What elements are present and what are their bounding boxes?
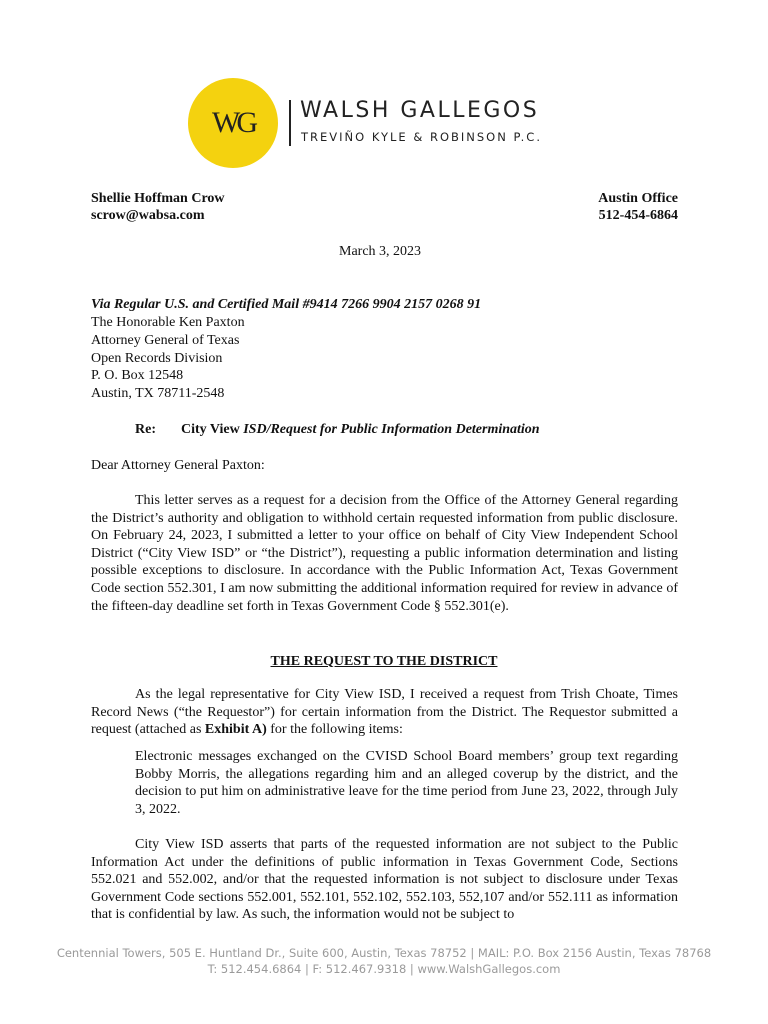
exhibit-reference: Exhibit A): [204, 722, 267, 738]
logo-divider: [289, 100, 291, 146]
recipient-line: The Honorable Ken Paxton: [91, 315, 245, 330]
paragraph-text: This letter serves as a request for a decision from the Office of the Attorney General regarding the District’s authority and obligation to withhold certain requested information from public disclosure. On February 24, 2023, I submitted a letter to your office on behalf of City View Independent School District (“City View ISD” or “the District”), requesting a public information determination and listing possible exceptions to disclosure. In accordance with the Public Information Act, Texas Government Code section 552.301, I am now submitting the additional information required for review in advance of the fifteen-day deadline set forth in Texas Government Code § 552.301(e).: [91, 493, 678, 614]
recipient-line: Attorney General of Texas: [91, 333, 240, 348]
section-heading: THE REQUEST TO THE DISTRICT: [270, 654, 498, 669]
logo-monogram: WG: [212, 106, 254, 139]
recipient-line: Open Records Division: [91, 351, 223, 366]
sender-email: scrow@wabsa.com: [91, 208, 205, 223]
office-name: Austin Office: [598, 191, 678, 206]
body-paragraph: [91, 836, 678, 924]
quoted-request: Electronic messages exchanged on the CVISD School Board members’ group text regarding Bobby Morris, the allegations regarding him and an alleged coverup by the district, and the decision to put him on administrative leave for the time period from June 23, 2022, through July 3, 2022.: [135, 749, 678, 817]
re-subject: [181, 421, 540, 438]
paragraph-text: for the following items:: [266, 722, 403, 738]
re-label: Re:: [135, 422, 156, 437]
re-subject-italic: ISD/Request for Public Information Determination: [243, 422, 540, 437]
paragraph-text: City View ISD asserts that parts of the requested information are not subject to the Public Information Act under the definitions of public information in Texas Government Code, Sections 552.021 and 552.002, and/or that the requested information is not subject to disclosure under Texas Government Code sections 552.001, 552.101, 552.102, 552.103, 552,107 and/or 552.111 as information that is confidential by law. As such, the information would not be subject to: [91, 837, 678, 923]
re-subject-plain: City View: [181, 422, 244, 437]
sender-name: Shellie Hoffman Crow: [91, 191, 225, 206]
paragraph-text: As the legal representative for City View ISD, I received a request from Trish Choate, Times Record News (“the Requestor”) for certain information from the District. The Requestor submitted a request (attached as: [91, 687, 678, 738]
footer-address: Centennial Towers, 505 E. Huntland Dr., Suite 600, Austin, Texas 78752 | MAIL: P.O. Box 2156 Austin, Texas 78768: [56, 946, 712, 960]
recipient-line: P. O. Box 12548: [91, 368, 184, 383]
office-phone: 512-454-6864: [598, 208, 678, 223]
firm-name: WALSH GALLEGOS: [300, 98, 540, 123]
firm-logo: [188, 78, 278, 168]
body-paragraph: [91, 686, 678, 739]
recipient-line: Austin, TX 78711-2548: [91, 386, 225, 401]
body-paragraph: [91, 492, 678, 615]
delivery-method: Via Regular U.S. and Certified Mail #9414 7266 9904 2157 0268 91: [91, 297, 482, 312]
footer-contact: T: 512.454.6864 | F: 512.467.9318 | www.WalshGallegos.com: [207, 962, 561, 976]
letter-date: March 3, 2023: [339, 244, 422, 259]
firm-subtitle: TREVIÑO KYLE & ROBINSON P.C.: [301, 130, 542, 144]
salutation: Dear Attorney General Paxton:: [91, 458, 265, 473]
